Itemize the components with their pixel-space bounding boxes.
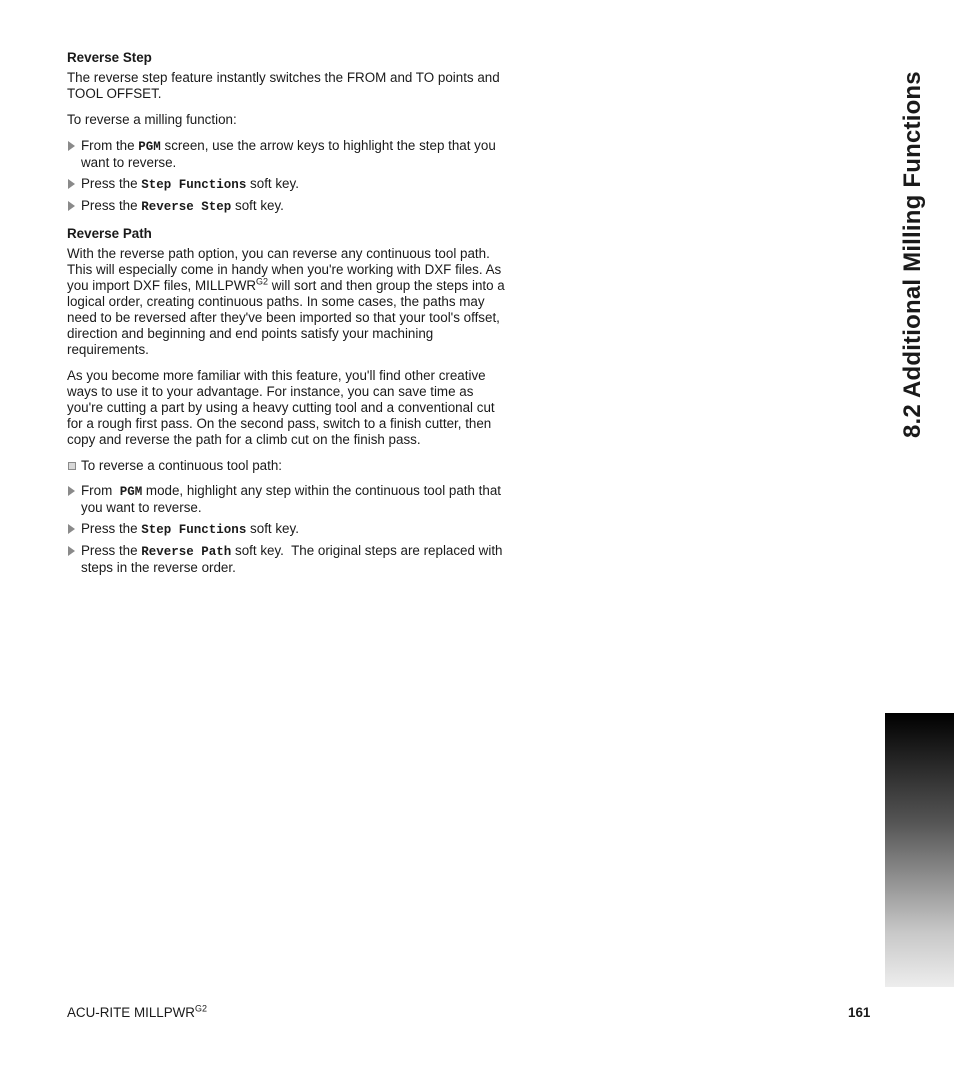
reverse-step-step-1: From the PGM screen, use the arrow keys to highlight the step that you want to reverse. [67,138,512,171]
softkey-code: Step Functions [141,523,247,537]
reverse-path-lead: To reverse a continuous tool path: [67,458,512,474]
reverse-path-step-1: From PGM mode, highlight any step within the continuous tool path that you want to reverse. [67,483,512,516]
reverse-step-heading: Reverse Step [67,50,152,65]
reverse-path-para-1: With the reverse path option, you can reverse any continuous tool path. This will especially come in handy when you're working with DXF files. As you import DXF files, $MILLPWR^{G2}$ will sort and then group the steps into a logical order, creating continuous paths. In some cases, the paths may need to be reversed after they've been imported so that your tool's offset, direction and beginning and end points satisfy your machining requirements. [67,246,505,357]
reverse-step-intro: The reverse step feature instantly switches the FROM and TO points and TOOL OFFSET. [67,70,500,101]
chapter-tab-gradient [885,713,954,987]
triangle-bullet-icon [68,179,75,189]
softkey-code: PGM [138,140,161,154]
softkey-code: Step Functions [141,178,247,192]
reverse-path-para-2: As you become more familiar with this feature, you'll find other creative ways to use it to your advantage. For instance, you can save time as you're cutting a part by using a heavy cutting tool and a conventional cut for a rough first pass. On the second pass, switch to a finish cutter, then copy and reverse the path for a climb cut on the finish pass. [67,368,495,447]
reverse-path-step-2: Press the Step Functions soft key. [67,521,512,538]
footer-product: ACU-RITE $MILLPWR^{G2}$ [67,1003,207,1020]
page-number: 161 [848,1005,871,1020]
softkey-code: Reverse Step [141,200,232,214]
section-side-title: 8.2 Additional Milling Functions [899,71,926,438]
triangle-bullet-icon [68,486,75,496]
square-bullet-icon [68,462,76,470]
reverse-step-lead: To reverse a milling function: [67,112,237,127]
reverse-step-step-3: Press the Reverse Step soft key. [67,198,512,215]
reverse-step-step-2: Press the Step Functions soft key. [67,176,512,193]
reverse-path-step-3: Press the Reverse Path soft key. The original steps are replaced with steps in the reverse order. [67,543,512,576]
triangle-bullet-icon [68,524,75,534]
softkey-code: PGM [119,485,143,499]
triangle-bullet-icon [68,546,75,556]
triangle-bullet-icon [68,141,75,151]
triangle-bullet-icon [68,201,75,211]
page-content [67,50,512,581]
softkey-code: Reverse Path [141,545,232,559]
reverse-path-heading: Reverse Path [67,226,152,241]
